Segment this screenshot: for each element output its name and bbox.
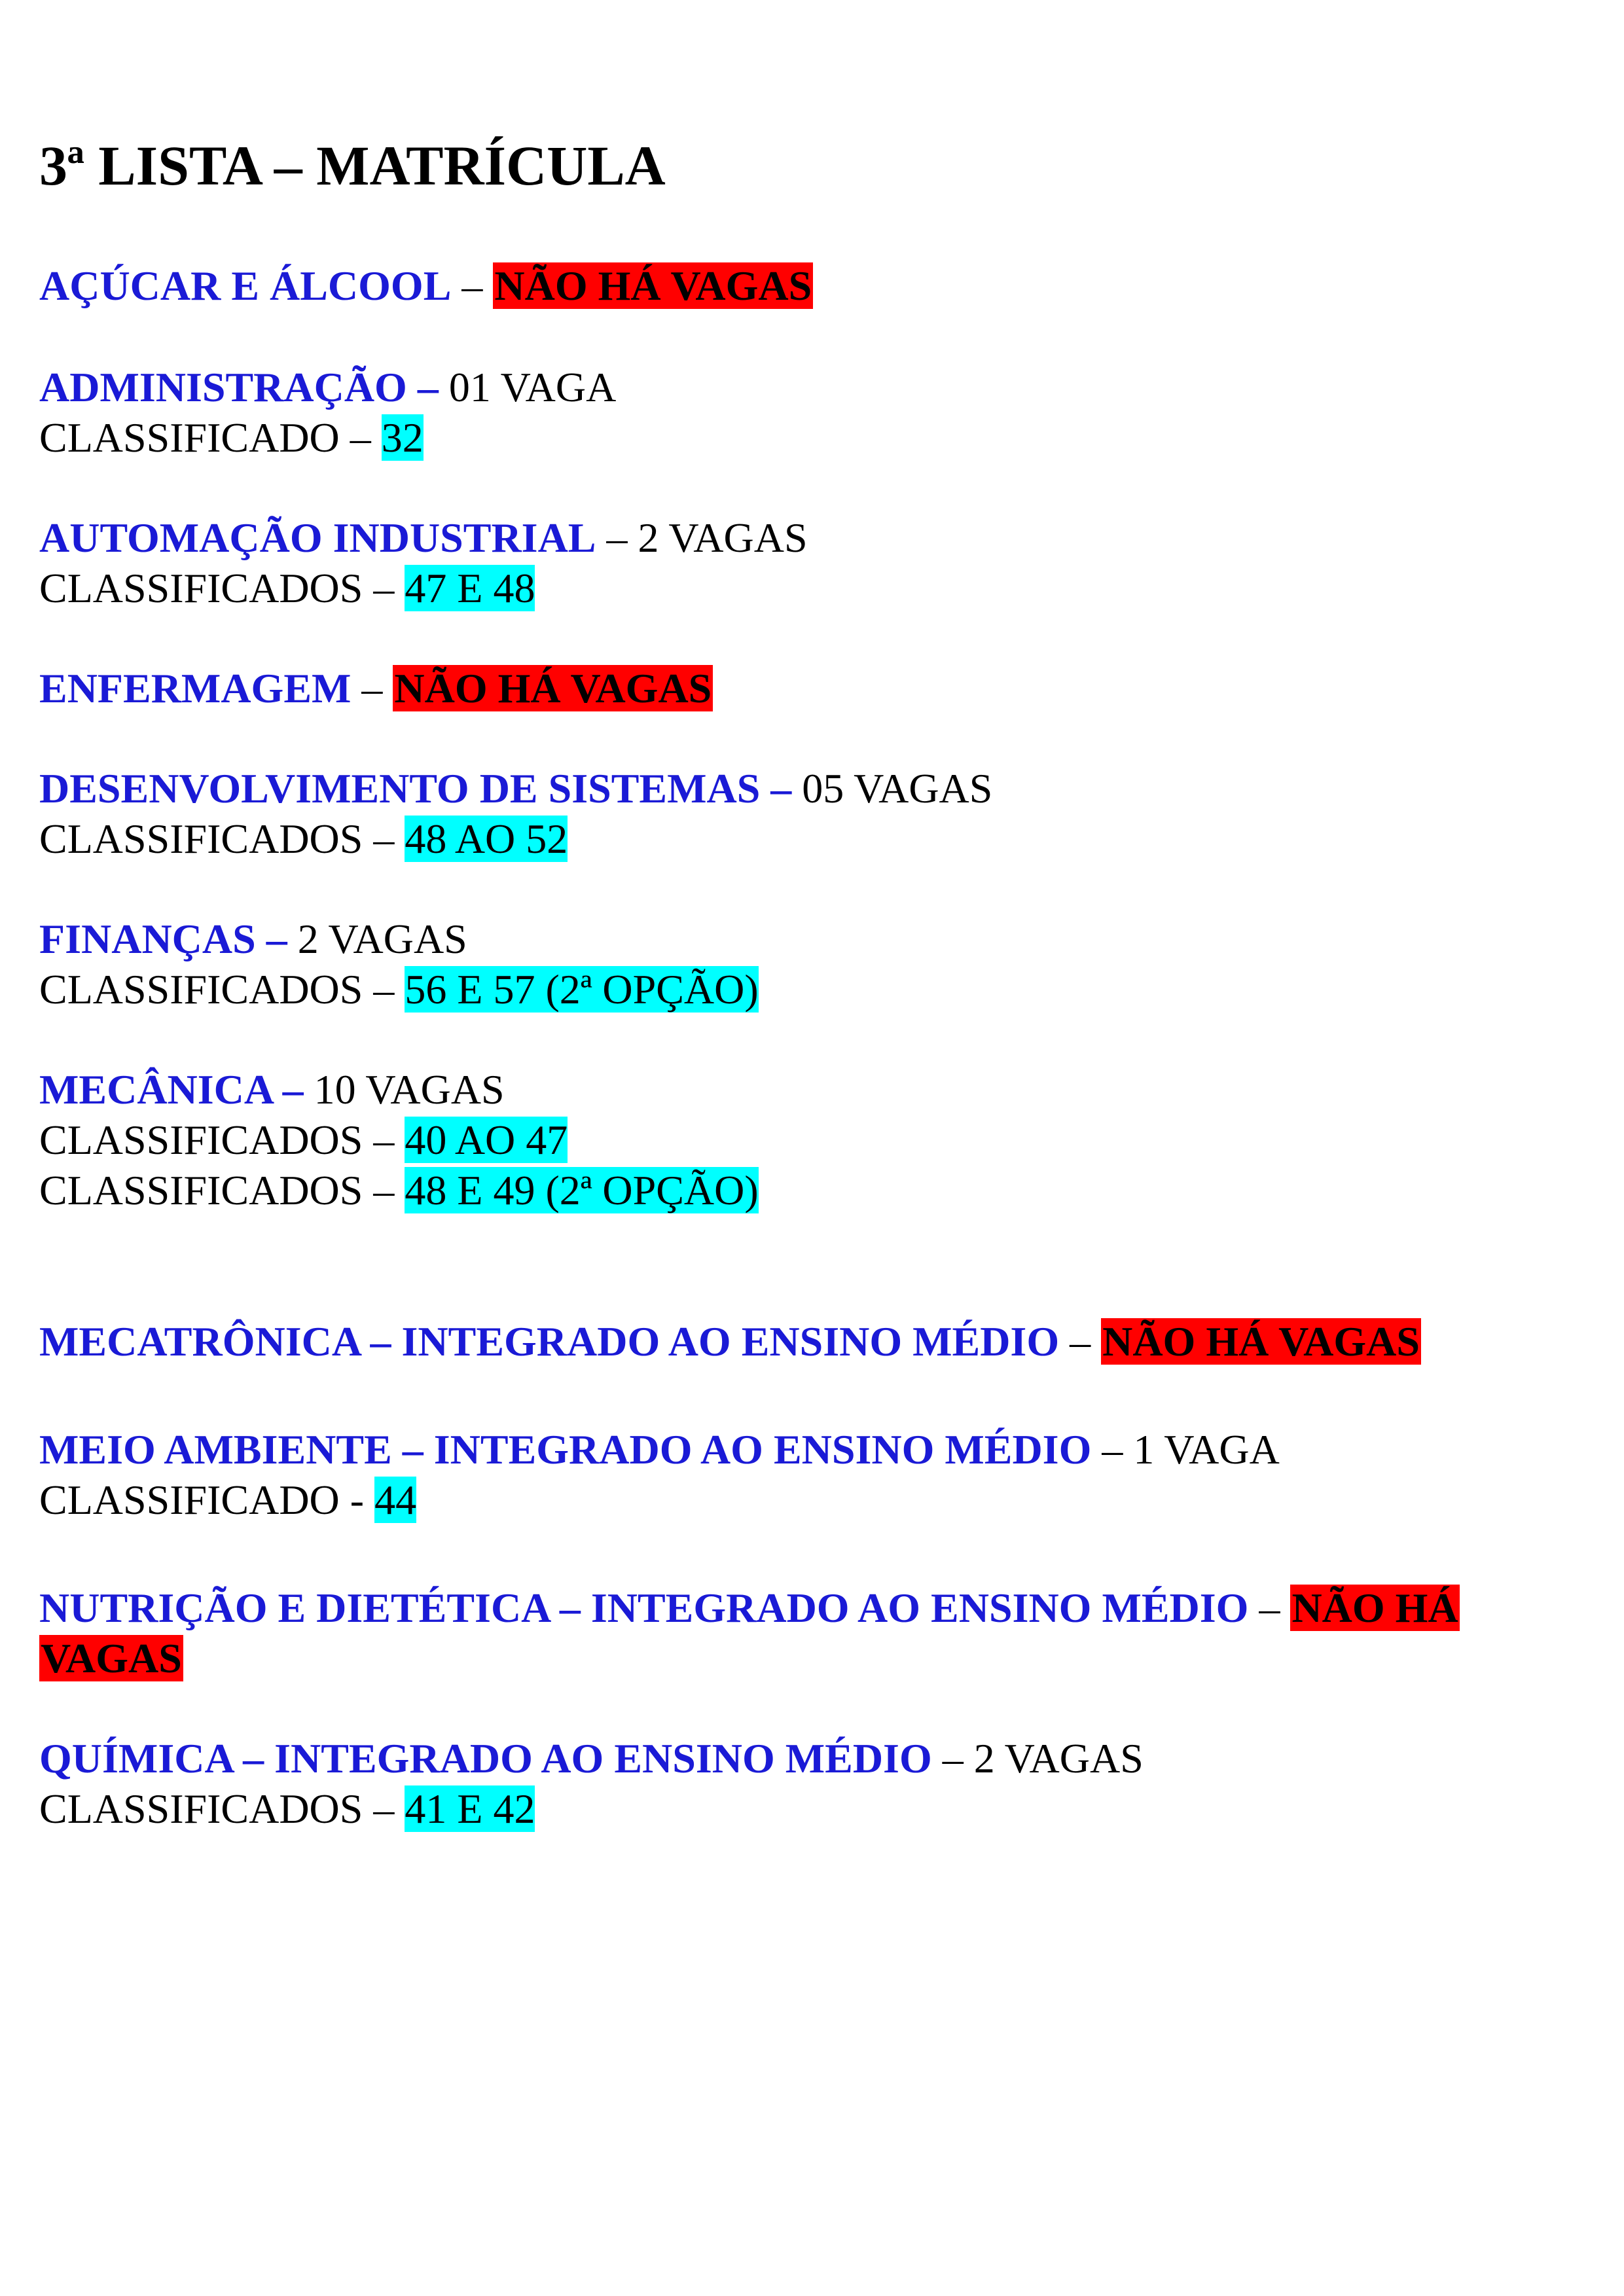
classified-line	[39, 1785, 535, 1832]
course-acucar-alcool	[39, 262, 813, 309]
course-mecatronica	[39, 1318, 1421, 1365]
course-automacao-industrial	[39, 514, 808, 561]
course-name: ADMINISTRAÇÃO –	[39, 364, 439, 410]
course-vacancies: 05 VAGAS	[791, 765, 993, 812]
page-title: 3ª LISTA – MATRÍCULA	[39, 134, 666, 197]
classified-label: CLASSIFICADOS –	[39, 1117, 405, 1163]
no-vacancy-badge: NÃO HÁ VAGAS	[494, 262, 812, 309]
course-administracao	[39, 364, 617, 410]
classified-line	[39, 1479, 416, 1521]
classified-line	[39, 818, 568, 860]
classified-value: 40 AO 47	[405, 1117, 568, 1163]
course-name: NUTRIÇÃO E DIETÉTICA – INTEGRADO AO ENSINO MÉDIO	[39, 1585, 1249, 1631]
classified-line	[39, 1119, 568, 1161]
classified-label: CLASSIFICADOS –	[39, 565, 405, 611]
course-enfermagem	[39, 665, 713, 711]
course-name: DESENVOLVIMENTO DE SISTEMAS –	[39, 765, 792, 812]
classified-label: CLASSIFICADOS –	[39, 966, 405, 1013]
classified-label: CLASSIFICADO –	[39, 414, 382, 461]
classified-label: CLASSIFICADO -	[39, 1477, 375, 1523]
course-name: AUTOMAÇÃO INDUSTRIAL	[39, 514, 596, 561]
course-vacancies: – 2 VAGAS	[931, 1735, 1144, 1782]
course-nutricao-dietetica	[39, 1587, 1460, 1629]
no-vacancy-badge: NÃO HÁ VAGAS	[394, 665, 712, 711]
classified-label: CLASSIFICADOS –	[39, 816, 405, 862]
classified-label: CLASSIFICADOS –	[39, 1167, 405, 1213]
course-separator: –	[1248, 1585, 1291, 1631]
course-separator: –	[451, 262, 494, 309]
course-meio-ambiente	[39, 1426, 1280, 1473]
course-vacancies: 01 VAGA	[438, 364, 617, 410]
classified-value: 56 E 57 (2ª OPÇÃO)	[405, 966, 759, 1013]
course-financas	[39, 918, 467, 960]
course-name: FINANÇAS –	[39, 916, 287, 962]
classified-line	[39, 1167, 759, 1213]
classified-value: 44	[374, 1477, 417, 1523]
course-name: AÇÚCAR E ÁLCOOL	[39, 262, 452, 309]
course-vacancies: – 2 VAGAS	[596, 514, 808, 561]
classified-line	[39, 414, 424, 461]
no-vacancy-badge: VAGAS	[41, 1635, 182, 1681]
course-vacancies: 2 VAGAS	[287, 916, 467, 962]
classified-value: 47 E 48	[405, 565, 535, 611]
course-name: MECATRÔNICA – INTEGRADO AO ENSINO MÉDIO	[39, 1318, 1060, 1365]
course-name: MECÂNICA –	[39, 1066, 304, 1113]
classified-value: 32	[381, 414, 424, 461]
course-name: ENFERMAGEM	[39, 665, 352, 711]
course-vacancies: – 1 VAGA	[1091, 1426, 1280, 1473]
course-separator: –	[351, 665, 393, 711]
no-vacancy-badge: NÃO HÁ VAGAS	[1102, 1318, 1420, 1365]
classified-value: 48 E 49 (2ª OPÇÃO)	[405, 1167, 759, 1213]
course-vacancies: 10 VAGAS	[303, 1066, 505, 1113]
course-quimica	[39, 1735, 1144, 1782]
course-name: MEIO AMBIENTE – INTEGRADO AO ENSINO MÉDIO	[39, 1426, 1092, 1473]
classified-value: 48 AO 52	[405, 816, 568, 862]
course-desenvolvimento-sistemas	[39, 765, 993, 812]
classified-label: CLASSIFICADOS –	[39, 1785, 405, 1832]
no-vacancy-continuation	[39, 1635, 183, 1681]
course-name: QUÍMICA – INTEGRADO AO ENSINO MÉDIO	[39, 1735, 932, 1782]
classified-line	[39, 567, 535, 609]
classified-line	[39, 966, 759, 1013]
course-mecanica	[39, 1066, 505, 1113]
course-separator: –	[1059, 1318, 1102, 1365]
classified-value: 41 E 42	[405, 1785, 535, 1832]
no-vacancy-badge: NÃO HÁ	[1291, 1585, 1458, 1631]
